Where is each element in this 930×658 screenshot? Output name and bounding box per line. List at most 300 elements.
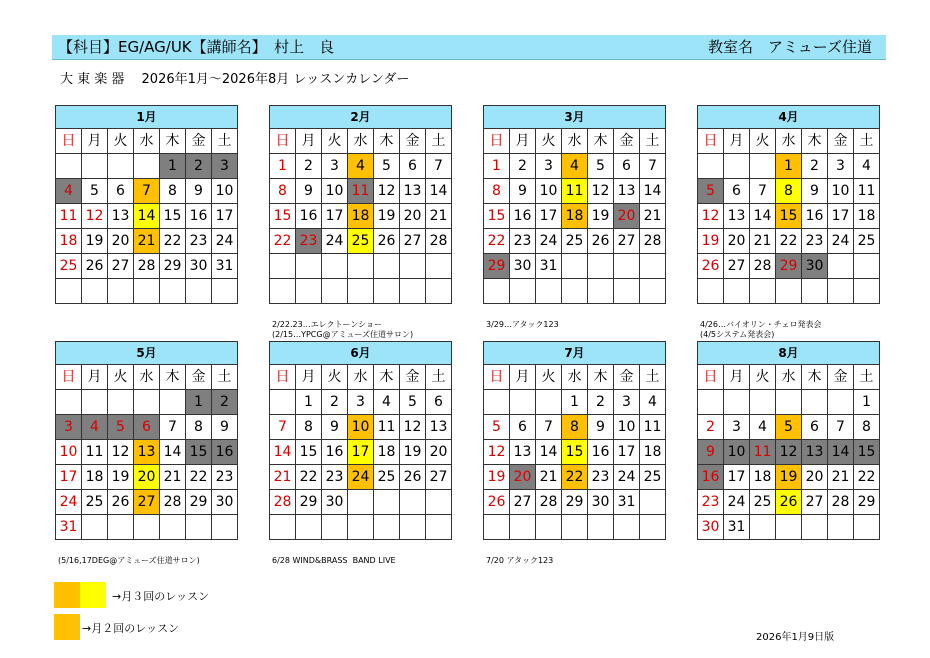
weekday-header: 水 xyxy=(776,129,802,154)
day-cell: 25 xyxy=(854,229,880,254)
day-cell: 7 xyxy=(640,154,666,179)
day-cell: 26 xyxy=(82,254,108,279)
weekday-header: 土 xyxy=(426,365,452,390)
day-cell: 11 xyxy=(562,179,588,204)
day-cell xyxy=(536,515,562,540)
day-cell: 3 xyxy=(724,415,750,440)
day-cell: 26 xyxy=(484,490,510,515)
day-cell xyxy=(510,279,536,304)
day-cell: 30 xyxy=(322,490,348,515)
month-note: 2/22.23…エレクトーンショー xyxy=(272,320,383,329)
day-cell: 3 xyxy=(322,154,348,179)
legend-swatch-yellow xyxy=(80,582,106,608)
day-cell: 11 xyxy=(82,440,108,465)
day-cell: 9 xyxy=(588,415,614,440)
month-note: (4/5システム発表会) xyxy=(700,330,775,339)
day-cell xyxy=(562,254,588,279)
day-cell: 22 xyxy=(160,229,186,254)
day-cell: 24 xyxy=(56,490,82,515)
weekday-header: 金 xyxy=(400,129,426,154)
day-cell: 20 xyxy=(724,229,750,254)
day-cell xyxy=(134,515,160,540)
day-cell: 28 xyxy=(426,229,452,254)
day-cell: 24 xyxy=(536,229,562,254)
day-cell: 18 xyxy=(854,204,880,229)
day-cell: 2 xyxy=(322,390,348,415)
day-cell xyxy=(400,279,426,304)
day-cell: 28 xyxy=(750,254,776,279)
day-cell xyxy=(536,390,562,415)
day-cell: 15 xyxy=(186,440,212,465)
day-cell: 27 xyxy=(108,254,134,279)
day-cell xyxy=(750,154,776,179)
day-cell: 23 xyxy=(698,490,724,515)
day-cell: 11 xyxy=(854,179,880,204)
day-cell: 23 xyxy=(186,229,212,254)
day-cell xyxy=(802,279,828,304)
weekday-header: 火 xyxy=(322,129,348,154)
day-cell: 9 xyxy=(296,179,322,204)
day-cell xyxy=(400,254,426,279)
day-cell: 5 xyxy=(82,179,108,204)
day-cell: 1 xyxy=(484,154,510,179)
day-cell xyxy=(348,515,374,540)
day-cell: 10 xyxy=(348,415,374,440)
day-cell: 12 xyxy=(82,204,108,229)
day-cell: 19 xyxy=(698,229,724,254)
day-cell: 7 xyxy=(160,415,186,440)
weekday-header: 水 xyxy=(562,129,588,154)
day-cell: 16 xyxy=(296,204,322,229)
day-cell: 6 xyxy=(108,179,134,204)
weekday-header: 火 xyxy=(750,365,776,390)
day-cell xyxy=(108,515,134,540)
day-cell: 1 xyxy=(854,390,880,415)
day-cell xyxy=(750,515,776,540)
month-calendar xyxy=(269,341,452,540)
day-cell xyxy=(160,390,186,415)
day-cell: 18 xyxy=(348,204,374,229)
month-note: 6/28 WIND&BRASS BAND LIVE xyxy=(272,556,396,565)
day-cell: 15 xyxy=(854,440,880,465)
weekday-header: 火 xyxy=(108,129,134,154)
day-cell: 28 xyxy=(270,490,296,515)
day-cell: 31 xyxy=(614,490,640,515)
day-cell xyxy=(776,390,802,415)
weekday-header: 火 xyxy=(536,365,562,390)
weekday-header: 日 xyxy=(698,129,724,154)
day-cell: 24 xyxy=(322,229,348,254)
day-cell xyxy=(484,515,510,540)
month-note: (2/15…YPCG@アミューズ住道サロン) xyxy=(272,330,414,339)
weekday-header: 月 xyxy=(724,129,750,154)
day-cell: 14 xyxy=(160,440,186,465)
day-cell: 22 xyxy=(186,465,212,490)
day-cell xyxy=(776,515,802,540)
day-cell: 10 xyxy=(828,179,854,204)
day-cell xyxy=(614,254,640,279)
day-cell xyxy=(296,279,322,304)
day-cell xyxy=(614,515,640,540)
day-cell xyxy=(484,279,510,304)
day-cell: 27 xyxy=(614,229,640,254)
day-cell: 15 xyxy=(296,440,322,465)
weekday-header: 日 xyxy=(270,365,296,390)
day-cell: 15 xyxy=(562,440,588,465)
day-cell: 1 xyxy=(296,390,322,415)
weekday-header: 日 xyxy=(56,129,82,154)
day-cell xyxy=(640,490,666,515)
day-cell: 23 xyxy=(510,229,536,254)
day-cell: 16 xyxy=(802,204,828,229)
month-title: 3月 xyxy=(484,106,666,129)
day-cell xyxy=(854,515,880,540)
day-cell: 30 xyxy=(698,515,724,540)
day-cell: 12 xyxy=(374,179,400,204)
day-cell xyxy=(374,515,400,540)
day-cell: 5 xyxy=(400,390,426,415)
weekday-header: 水 xyxy=(348,129,374,154)
weekday-header: 月 xyxy=(82,365,108,390)
day-cell: 4 xyxy=(640,390,666,415)
day-cell xyxy=(134,279,160,304)
day-cell xyxy=(82,154,108,179)
weekday-header: 金 xyxy=(614,365,640,390)
day-cell: 7 xyxy=(750,179,776,204)
day-cell: 14 xyxy=(828,440,854,465)
day-cell: 12 xyxy=(588,179,614,204)
weekday-header: 土 xyxy=(212,129,238,154)
day-cell xyxy=(750,390,776,415)
day-cell xyxy=(348,254,374,279)
weekday-header: 月 xyxy=(724,365,750,390)
day-cell: 24 xyxy=(614,465,640,490)
day-cell: 5 xyxy=(776,415,802,440)
day-cell: 12 xyxy=(698,204,724,229)
weekday-header: 木 xyxy=(802,365,828,390)
weekday-header: 水 xyxy=(562,365,588,390)
day-cell: 4 xyxy=(854,154,880,179)
weekday-header: 金 xyxy=(400,365,426,390)
day-cell xyxy=(828,279,854,304)
day-cell: 2 xyxy=(802,154,828,179)
day-cell: 13 xyxy=(108,204,134,229)
day-cell xyxy=(640,515,666,540)
day-cell: 25 xyxy=(56,254,82,279)
weekday-header: 土 xyxy=(640,129,666,154)
day-cell: 16 xyxy=(588,440,614,465)
day-cell xyxy=(270,390,296,415)
weekday-header: 木 xyxy=(374,365,400,390)
day-cell: 1 xyxy=(186,390,212,415)
day-cell: 17 xyxy=(212,204,238,229)
weekday-header: 土 xyxy=(640,365,666,390)
day-cell xyxy=(82,390,108,415)
weekday-header: 火 xyxy=(536,129,562,154)
month-title: 8月 xyxy=(698,342,880,365)
day-cell: 4 xyxy=(750,415,776,440)
day-cell: 1 xyxy=(562,390,588,415)
day-cell: 17 xyxy=(724,465,750,490)
day-cell xyxy=(426,490,452,515)
day-cell: 19 xyxy=(82,229,108,254)
day-cell: 15 xyxy=(776,204,802,229)
day-cell xyxy=(400,515,426,540)
day-cell xyxy=(426,254,452,279)
day-cell: 19 xyxy=(776,465,802,490)
weekday-header: 水 xyxy=(348,365,374,390)
day-cell: 2 xyxy=(186,154,212,179)
day-cell xyxy=(160,279,186,304)
weekday-header: 月 xyxy=(296,365,322,390)
day-cell xyxy=(698,154,724,179)
month-calendar xyxy=(483,341,666,540)
day-cell: 12 xyxy=(108,440,134,465)
day-cell: 31 xyxy=(724,515,750,540)
day-cell: 27 xyxy=(802,490,828,515)
day-cell: 12 xyxy=(776,440,802,465)
day-cell: 29 xyxy=(562,490,588,515)
day-cell xyxy=(698,390,724,415)
weekday-header: 木 xyxy=(588,129,614,154)
month-note: (5/16,17DEG@アミューズ住道サロン) xyxy=(58,556,200,565)
day-cell xyxy=(802,515,828,540)
day-cell xyxy=(510,390,536,415)
day-cell: 5 xyxy=(374,154,400,179)
day-cell: 5 xyxy=(588,154,614,179)
day-cell xyxy=(296,515,322,540)
day-cell: 3 xyxy=(348,390,374,415)
day-cell: 11 xyxy=(750,440,776,465)
legend-swatch-orange xyxy=(54,614,80,640)
day-cell: 15 xyxy=(270,204,296,229)
day-cell: 2 xyxy=(212,390,238,415)
day-cell: 26 xyxy=(588,229,614,254)
day-cell: 24 xyxy=(212,229,238,254)
day-cell: 3 xyxy=(828,154,854,179)
day-cell: 12 xyxy=(400,415,426,440)
day-cell: 22 xyxy=(270,229,296,254)
weekday-header: 金 xyxy=(828,365,854,390)
day-cell: 20 xyxy=(134,465,160,490)
day-cell: 25 xyxy=(640,465,666,490)
day-cell: 25 xyxy=(348,229,374,254)
day-cell: 9 xyxy=(322,415,348,440)
day-cell: 26 xyxy=(698,254,724,279)
month-note: 7/20 アタック123 xyxy=(486,556,554,565)
day-cell xyxy=(374,254,400,279)
day-cell xyxy=(562,279,588,304)
day-cell: 27 xyxy=(400,229,426,254)
day-cell: 12 xyxy=(484,440,510,465)
day-cell xyxy=(212,515,238,540)
day-cell xyxy=(270,279,296,304)
day-cell: 18 xyxy=(562,204,588,229)
day-cell: 6 xyxy=(802,415,828,440)
day-cell: 10 xyxy=(56,440,82,465)
day-cell: 21 xyxy=(536,465,562,490)
weekday-header: 火 xyxy=(322,365,348,390)
day-cell: 16 xyxy=(698,465,724,490)
day-cell: 17 xyxy=(348,440,374,465)
day-cell: 23 xyxy=(212,465,238,490)
weekday-header: 月 xyxy=(510,365,536,390)
day-cell xyxy=(588,279,614,304)
day-cell xyxy=(82,515,108,540)
day-cell: 14 xyxy=(270,440,296,465)
day-cell: 5 xyxy=(484,415,510,440)
weekday-header: 木 xyxy=(160,365,186,390)
weekday-header: 日 xyxy=(484,365,510,390)
day-cell: 10 xyxy=(724,440,750,465)
day-cell: 17 xyxy=(536,204,562,229)
day-cell: 3 xyxy=(614,390,640,415)
day-cell: 29 xyxy=(854,490,880,515)
day-cell: 7 xyxy=(134,179,160,204)
day-cell xyxy=(270,515,296,540)
day-cell: 10 xyxy=(536,179,562,204)
day-cell: 5 xyxy=(108,415,134,440)
day-cell: 18 xyxy=(640,440,666,465)
day-cell: 3 xyxy=(56,415,82,440)
day-cell: 8 xyxy=(296,415,322,440)
day-cell: 22 xyxy=(854,465,880,490)
month-title: 2月 xyxy=(270,106,452,129)
day-cell: 14 xyxy=(536,440,562,465)
day-cell xyxy=(56,390,82,415)
day-cell: 14 xyxy=(426,179,452,204)
day-cell: 15 xyxy=(484,204,510,229)
day-cell: 20 xyxy=(108,229,134,254)
day-cell: 27 xyxy=(426,465,452,490)
day-cell: 19 xyxy=(588,204,614,229)
month-title: 1月 xyxy=(56,106,238,129)
day-cell: 8 xyxy=(484,179,510,204)
day-cell: 18 xyxy=(56,229,82,254)
month-calendar xyxy=(55,341,238,540)
day-cell: 4 xyxy=(374,390,400,415)
day-cell: 29 xyxy=(296,490,322,515)
day-cell: 2 xyxy=(510,154,536,179)
day-cell: 17 xyxy=(56,465,82,490)
day-cell: 22 xyxy=(776,229,802,254)
day-cell: 3 xyxy=(212,154,238,179)
day-cell: 26 xyxy=(400,465,426,490)
day-cell xyxy=(828,515,854,540)
weekday-header: 金 xyxy=(828,129,854,154)
day-cell: 1 xyxy=(160,154,186,179)
day-cell: 11 xyxy=(56,204,82,229)
day-cell: 29 xyxy=(484,254,510,279)
month-calendar xyxy=(269,105,452,304)
classroom-name: 教室名 アミューズ住道 xyxy=(708,38,872,56)
weekday-header: 土 xyxy=(212,365,238,390)
day-cell: 7 xyxy=(426,154,452,179)
header-bar xyxy=(52,35,886,60)
day-cell: 26 xyxy=(374,229,400,254)
day-cell: 13 xyxy=(724,204,750,229)
day-cell: 6 xyxy=(400,154,426,179)
day-cell xyxy=(562,515,588,540)
day-cell: 13 xyxy=(400,179,426,204)
day-cell: 21 xyxy=(134,229,160,254)
day-cell: 11 xyxy=(640,415,666,440)
day-cell xyxy=(322,279,348,304)
day-cell: 13 xyxy=(802,440,828,465)
day-cell: 25 xyxy=(374,465,400,490)
day-cell: 28 xyxy=(828,490,854,515)
day-cell: 28 xyxy=(536,490,562,515)
day-cell: 29 xyxy=(186,490,212,515)
month-calendar xyxy=(55,105,238,304)
day-cell: 7 xyxy=(828,415,854,440)
weekday-header: 水 xyxy=(776,365,802,390)
weekday-header: 火 xyxy=(108,365,134,390)
day-cell: 9 xyxy=(212,415,238,440)
day-cell xyxy=(828,254,854,279)
day-cell: 24 xyxy=(348,465,374,490)
day-cell xyxy=(322,515,348,540)
day-cell: 21 xyxy=(750,229,776,254)
day-cell: 4 xyxy=(82,415,108,440)
day-cell: 30 xyxy=(212,490,238,515)
day-cell: 23 xyxy=(588,465,614,490)
month-title: 5月 xyxy=(56,342,238,365)
day-cell: 13 xyxy=(614,179,640,204)
day-cell: 23 xyxy=(322,465,348,490)
day-cell: 25 xyxy=(750,490,776,515)
weekday-header: 木 xyxy=(802,129,828,154)
day-cell xyxy=(854,279,880,304)
day-cell: 6 xyxy=(134,415,160,440)
month-calendar xyxy=(483,105,666,304)
month-note: 3/29…アタック123 xyxy=(486,320,559,329)
month-title: 6月 xyxy=(270,342,452,365)
day-cell xyxy=(322,254,348,279)
day-cell: 14 xyxy=(750,204,776,229)
day-cell: 26 xyxy=(108,490,134,515)
day-cell: 24 xyxy=(828,229,854,254)
day-cell: 29 xyxy=(776,254,802,279)
day-cell: 28 xyxy=(160,490,186,515)
day-cell xyxy=(588,515,614,540)
day-cell xyxy=(56,279,82,304)
day-cell xyxy=(640,279,666,304)
day-cell xyxy=(750,279,776,304)
day-cell: 21 xyxy=(640,204,666,229)
subject-teacher: 【科目】EG/AG/UK【講師名】 村上 良 xyxy=(58,38,335,56)
day-cell: 9 xyxy=(698,440,724,465)
day-cell: 7 xyxy=(536,415,562,440)
day-cell xyxy=(348,279,374,304)
day-cell: 21 xyxy=(160,465,186,490)
day-cell xyxy=(724,279,750,304)
month-calendar xyxy=(697,341,880,540)
day-cell: 2 xyxy=(296,154,322,179)
day-cell: 1 xyxy=(776,154,802,179)
day-cell: 22 xyxy=(296,465,322,490)
day-cell: 8 xyxy=(776,179,802,204)
weekday-header: 金 xyxy=(186,129,212,154)
weekday-header: 日 xyxy=(270,129,296,154)
day-cell: 25 xyxy=(562,229,588,254)
day-cell xyxy=(426,515,452,540)
weekday-header: 木 xyxy=(588,365,614,390)
day-cell xyxy=(640,254,666,279)
day-cell: 11 xyxy=(348,179,374,204)
day-cell: 28 xyxy=(640,229,666,254)
weekday-header: 土 xyxy=(426,129,452,154)
